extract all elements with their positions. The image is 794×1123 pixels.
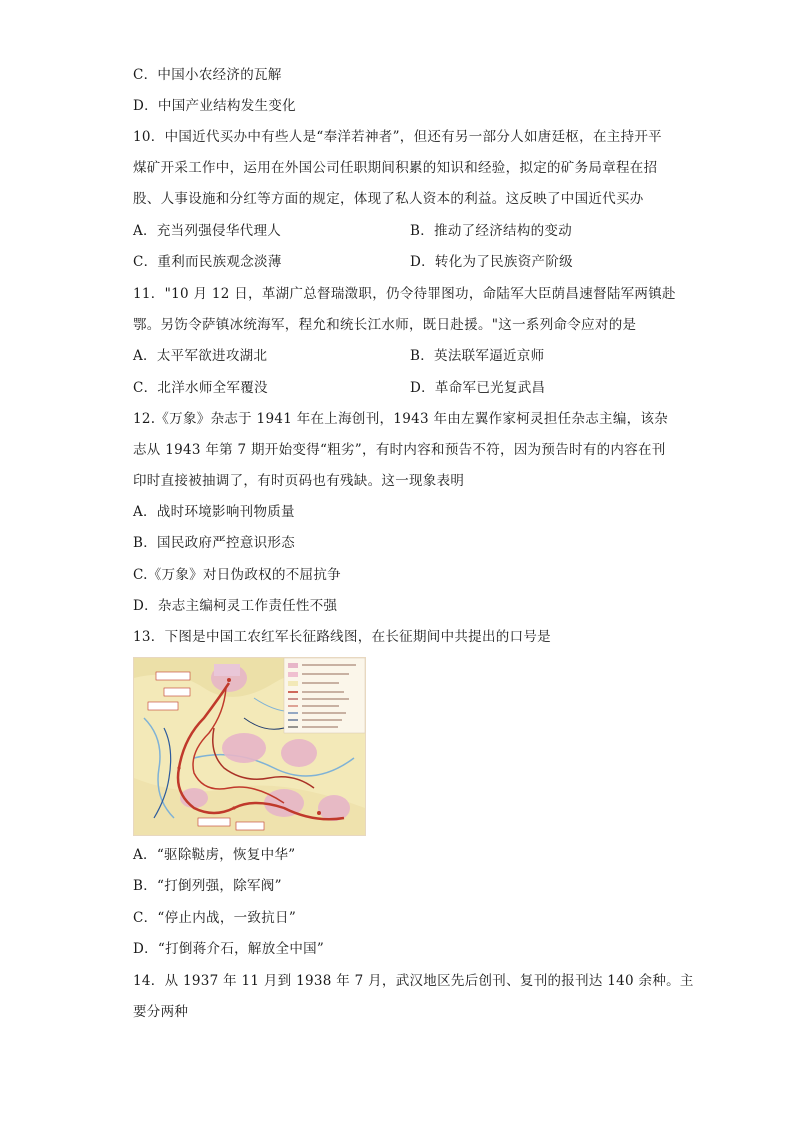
q12-option-b: B．国民政府严控意识形态 xyxy=(133,535,296,551)
q13-option-d: D．“打倒蒋介石，解放全中国” xyxy=(133,941,325,957)
q10-option-d: D．转化为了民族资产阶级 xyxy=(410,254,573,270)
q10-option-c: C．重利而民族观念淡薄 xyxy=(133,254,282,270)
q14-stem-line2: 要分两种 xyxy=(133,1004,189,1020)
q14-stem-line1: 14．从 1937 年 11 月到 1938 年 7 月，武汉地区先后创刊、复刊的报刊达 140 余种。主 xyxy=(133,973,694,989)
q12-stem-line3: 印时直接被抽调了，有时页码也有残缺。这一现象表明 xyxy=(133,473,465,489)
q9-option-d: D．中国产业结构发生变化 xyxy=(133,98,296,114)
q11-option-c: C．北洋水师全军覆没 xyxy=(133,380,268,396)
long-march-map-image xyxy=(133,657,366,836)
q12-option-a: A．战时环境影响刊物质量 xyxy=(133,504,295,520)
q11-option-d: D．革命军已光复武昌 xyxy=(410,380,546,396)
q12-stem-line1: 12.《万象》杂志于 1941 年在上海创刊，1943 年由左翼作家柯灵担任杂志主编，该杂 xyxy=(133,411,669,427)
q10-option-a: A．充当列强侵华代理人 xyxy=(133,223,282,239)
q11-option-b: B．英法联军逼近京师 xyxy=(410,348,545,364)
q11-option-a: A．太平军欲进攻湖北 xyxy=(133,348,268,364)
q13-option-a: A．“驱除鞑虏，恢复中华” xyxy=(133,847,296,863)
q13-option-b: B．“打倒列强，除军阀” xyxy=(133,878,282,894)
q11-stem-line1: 11．"10 月 12 日，革湖广总督瑞澂职，仍令待罪图功，命陆军大臣荫昌速督陆军两镇赴 xyxy=(133,286,676,302)
q10-stem-line3: 股、人事设施和分红等方面的规定，体现了私人资本的利益。这反映了中国近代买办 xyxy=(133,191,644,207)
q13-stem-line1: 13．下图是中国工农红军长征路线图，在长征期间中共提出的口号是 xyxy=(133,629,551,645)
q12-stem-line2: 志从 1943 年第 7 期开始变得“粗劣”，有时内容和预告不符，因为预告时有的内容在刊 xyxy=(133,442,666,458)
q11-stem-line2: 鄂。另饬令萨镇冰统海军，程允和统长江水师，既日赴援。"这一系列命令应对的是 xyxy=(133,317,637,333)
q12-option-c: C.《万象》对日伪政权的不屈抗争 xyxy=(133,567,341,583)
q10-stem-line2: 煤矿开采工作中，运用在外国公司任职期间积累的知识和经验，拟定的矿务局章程在招 xyxy=(133,160,658,176)
q10-option-b: B．推动了经济结构的变动 xyxy=(410,223,573,239)
q9-option-c: C．中国小农经济的瓦解 xyxy=(133,67,282,83)
q12-option-d: D．杂志主编柯灵工作责任性不强 xyxy=(133,598,338,614)
q13-option-c: C．“停止内战，一致抗日” xyxy=(133,910,297,926)
q10-stem-line1: 10．中国近代买办中有些人是“奉洋若神者”，但还有另一部分人如唐廷枢，在主持开平 xyxy=(133,129,662,145)
